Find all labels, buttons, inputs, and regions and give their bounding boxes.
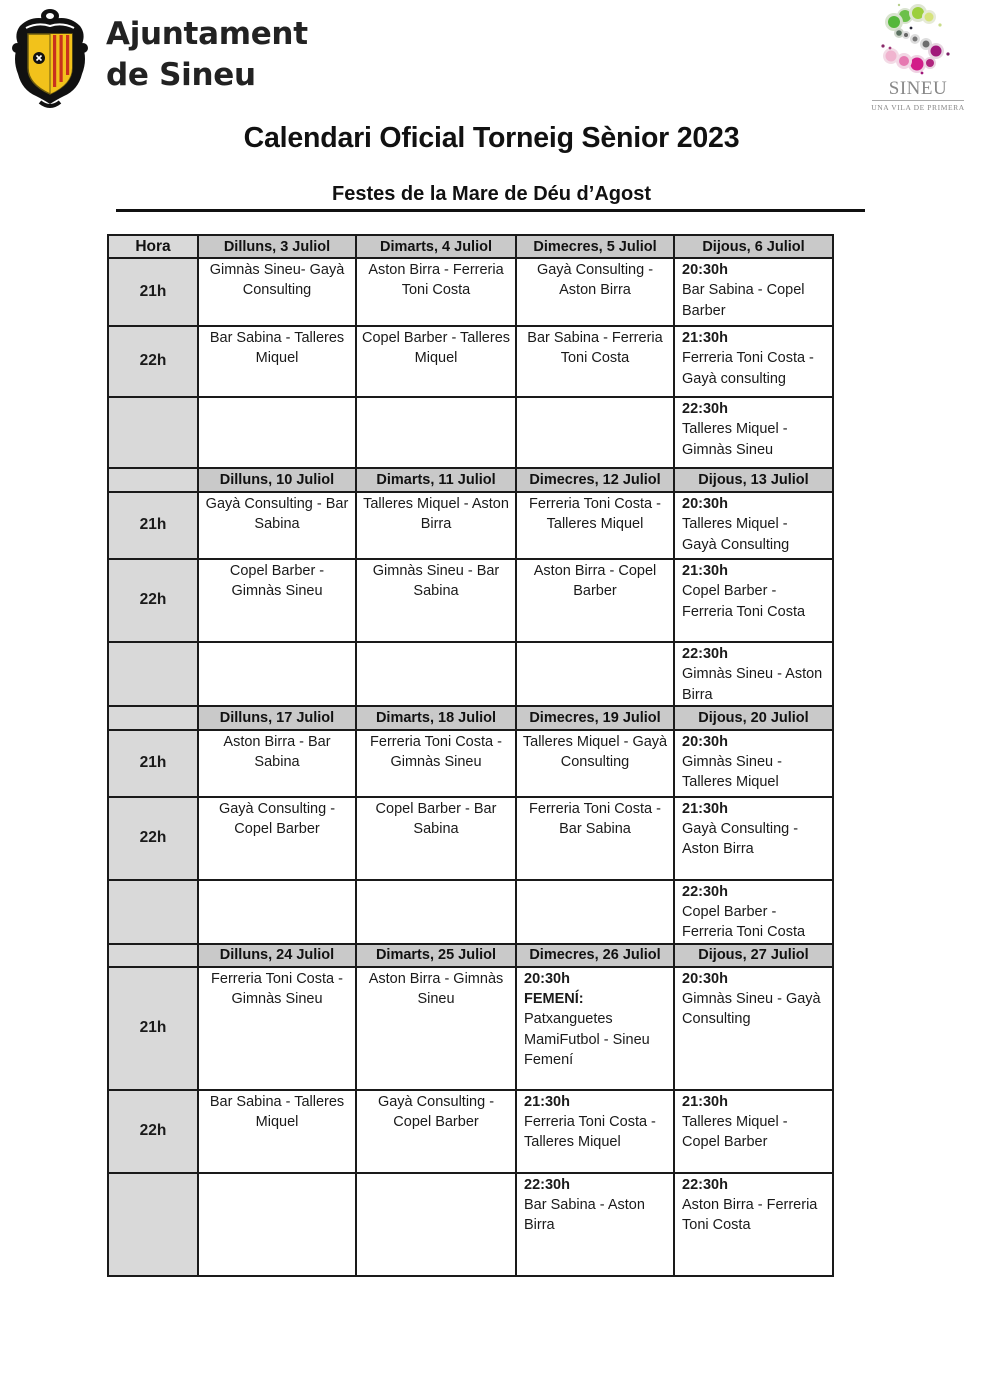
organization-name <box>106 14 308 96</box>
match-time: 21:30h <box>682 330 728 346</box>
town-logo-divider <box>872 100 964 101</box>
hour-cell: 22h <box>108 326 198 397</box>
day-header-thursday: Dijous, 13 Juliol <box>674 468 833 492</box>
match-teams: Ferreria Toni Costa - Talleres Miquel <box>524 1114 656 1151</box>
page-subtitle: Festes de la Mare de Déu d’Agost <box>332 183 651 205</box>
day-header-monday: Dilluns, 10 Juliol <box>198 468 356 492</box>
empty-cell <box>356 1173 516 1276</box>
hour-cell <box>108 397 198 468</box>
empty-cell <box>516 397 674 468</box>
table-row <box>108 642 833 706</box>
match-cell-timed <box>674 1173 833 1276</box>
match-teams: Talleres Miquel - Gayà Consulting <box>682 516 790 553</box>
match-category: FEMENÍ: <box>524 991 584 1008</box>
match-cell: Gimnàs Sineu - Bar Sabina <box>356 559 516 642</box>
match-cell: Copel Barber - Gimnàs Sineu <box>198 559 356 642</box>
day-header-thursday: Dijous, 6 Juliol <box>674 235 833 258</box>
match-cell-timed <box>516 967 674 1090</box>
match-time: 20:30h <box>524 970 570 987</box>
match-time: 21:30h <box>682 563 728 579</box>
match-cell-timed <box>516 1173 674 1276</box>
table-row <box>108 1173 833 1276</box>
match-cell-timed <box>674 1090 833 1173</box>
match-cell: Gayà Consulting - Aston Birra <box>516 258 674 326</box>
match-time: 21:30h <box>524 1093 570 1110</box>
empty-cell <box>516 642 674 706</box>
title-divider <box>116 209 865 212</box>
match-time: 20:30h <box>682 970 728 987</box>
match-cell: Aston Birra - Copel Barber <box>516 559 674 642</box>
match-time: 21:30h <box>682 1093 728 1110</box>
match-cell: Aston Birra - Gimnàs Sineu <box>356 967 516 1090</box>
match-time: 22:30h <box>524 1176 570 1193</box>
table-row <box>108 967 833 1090</box>
hour-cell <box>108 1173 198 1276</box>
hour-cell: 22h <box>108 1090 198 1173</box>
match-cell-timed <box>674 492 833 559</box>
empty-cell <box>198 397 356 468</box>
match-time: 20:30h <box>682 496 728 512</box>
match-cell-timed <box>674 326 833 397</box>
day-header-tuesday: Dimarts, 4 Juliol <box>356 235 516 258</box>
match-time: 22:30h <box>682 401 728 417</box>
table-row <box>108 880 833 944</box>
week-header-row <box>108 706 833 730</box>
empty-cell <box>356 642 516 706</box>
match-cell-timed <box>674 880 833 944</box>
match-cell: Bar Sabina - Ferreria Toni Costa <box>516 326 674 397</box>
organization-name-line2: de Sineu <box>106 57 256 93</box>
match-time: 22:30h <box>682 1176 728 1193</box>
table-row <box>108 730 833 797</box>
empty-cell <box>356 397 516 468</box>
match-teams: Ferreria Toni Costa - Gayà consulting <box>682 350 814 387</box>
sineu-town-logo <box>866 2 970 114</box>
match-time: 20:30h <box>682 262 728 278</box>
match-teams: Gimnàs Sineu - Talleres Miquel <box>682 754 782 791</box>
match-teams: Gimnàs Sineu - Gayà Consulting <box>682 991 821 1028</box>
match-teams: Bar Sabina - Aston Birra <box>524 1197 645 1234</box>
match-cell-timed <box>674 730 833 797</box>
match-cell: Gayà Consulting - Copel Barber <box>198 797 356 880</box>
hour-column-header: Hora <box>108 235 198 258</box>
match-cell: Gayà Consulting - Bar Sabina <box>198 492 356 559</box>
schedule-table <box>107 234 834 1277</box>
match-cell: Ferreria Toni Costa - Talleres Miquel <box>516 492 674 559</box>
table-row <box>108 258 833 326</box>
match-time: 22:30h <box>682 883 728 900</box>
town-logo-tagline: UNA VILA DE PRIMERA <box>871 103 965 112</box>
hour-column-header-blank <box>108 468 198 492</box>
table-row <box>108 559 833 642</box>
table-row <box>108 492 833 559</box>
match-time: 21:30h <box>682 800 728 817</box>
match-cell-timed <box>516 1090 674 1173</box>
match-teams: Aston Birra - Ferreria Toni Costa <box>682 1197 818 1234</box>
hour-cell: 21h <box>108 258 198 326</box>
day-header-wednesday: Dimecres, 5 Juliol <box>516 235 674 258</box>
day-header-tuesday: Dimarts, 11 Juliol <box>356 468 516 492</box>
match-cell-timed <box>674 797 833 880</box>
day-header-wednesday: Dimecres, 12 Juliol <box>516 468 674 492</box>
match-cell: Bar Sabina - Talleres Miquel <box>198 326 356 397</box>
coat-of-arms-icon <box>12 4 88 110</box>
page-title: Calendari Oficial Torneig Sènior 2023 <box>243 122 740 154</box>
match-cell: Gayà Consulting - Copel Barber <box>356 1090 516 1173</box>
match-cell: Copel Barber - Bar Sabina <box>356 797 516 880</box>
town-logo-word: SINEU <box>888 78 948 99</box>
match-teams: Talleres Miquel - Gimnàs Sineu <box>682 421 788 458</box>
day-header-monday: Dilluns, 24 Juliol <box>198 944 356 967</box>
match-cell: Ferreria Toni Costa - Gimnàs Sineu <box>198 967 356 1090</box>
hour-column-header-blank <box>108 944 198 967</box>
empty-cell <box>516 880 674 944</box>
match-teams: Patxanguetes MamiFutbol - Sineu Femení <box>524 1011 650 1068</box>
match-cell-timed <box>674 967 833 1090</box>
hour-cell: 21h <box>108 967 198 1090</box>
match-time: 20:30h <box>682 733 728 750</box>
day-header-thursday: Dijous, 20 Juliol <box>674 706 833 730</box>
day-header-wednesday: Dimecres, 26 Juliol <box>516 944 674 967</box>
match-cell: Bar Sabina - Talleres Miquel <box>198 1090 356 1173</box>
match-teams: Copel Barber - Ferreria Toni Costa <box>682 904 806 941</box>
match-teams: Bar Sabina - Copel Barber <box>682 282 805 319</box>
hour-cell <box>108 880 198 944</box>
match-cell-timed <box>674 559 833 642</box>
match-time: 22:30h <box>682 646 728 662</box>
week-header-row <box>108 468 833 492</box>
match-cell: Aston Birra - Ferreria Toni Costa <box>356 258 516 326</box>
match-teams: Gimnàs Sineu - Aston Birra <box>682 666 823 703</box>
hour-column-header-blank <box>108 706 198 730</box>
table-row <box>108 1090 833 1173</box>
hour-cell: 22h <box>108 797 198 880</box>
table-row <box>108 326 833 397</box>
match-cell-timed <box>674 397 833 468</box>
match-cell: Gimnàs Sineu- Gayà Consulting <box>198 258 356 326</box>
week-header-row <box>108 235 833 258</box>
day-header-wednesday: Dimecres, 19 Juliol <box>516 706 674 730</box>
match-cell: Talleres Miquel - Gayà Consulting <box>516 730 674 797</box>
day-header-thursday: Dijous, 27 Juliol <box>674 944 833 967</box>
day-header-tuesday: Dimarts, 18 Juliol <box>356 706 516 730</box>
match-teams: Gayà Consulting - Aston Birra <box>682 821 799 858</box>
table-row <box>108 797 833 880</box>
match-cell: Ferreria Toni Costa - Bar Sabina <box>516 797 674 880</box>
match-cell: Aston Birra - Bar Sabina <box>198 730 356 797</box>
day-header-monday: Dilluns, 17 Juliol <box>198 706 356 730</box>
match-cell: Copel Barber - Talleres Miquel <box>356 326 516 397</box>
match-teams: Talleres Miquel - Copel Barber <box>682 1114 788 1151</box>
hour-cell <box>108 642 198 706</box>
match-cell-timed <box>674 642 833 706</box>
match-cell-timed <box>674 258 833 326</box>
table-row <box>108 397 833 468</box>
empty-cell <box>356 880 516 944</box>
day-header-tuesday: Dimarts, 25 Juliol <box>356 944 516 967</box>
week-header-row <box>108 944 833 967</box>
empty-cell <box>198 642 356 706</box>
match-cell: Ferreria Toni Costa - Gimnàs Sineu <box>356 730 516 797</box>
match-teams: Copel Barber - Ferreria Toni Costa <box>682 583 806 620</box>
sineu-dots-s-logo-icon <box>866 2 970 78</box>
hour-cell: 22h <box>108 559 198 642</box>
empty-cell <box>198 1173 356 1276</box>
match-cell: Talleres Miquel - Aston Birra <box>356 492 516 559</box>
organization-name-line1: Ajuntament <box>106 16 308 52</box>
empty-cell <box>198 880 356 944</box>
hour-cell: 21h <box>108 492 198 559</box>
hour-cell: 21h <box>108 730 198 797</box>
day-header-monday: Dilluns, 3 Juliol <box>198 235 356 258</box>
